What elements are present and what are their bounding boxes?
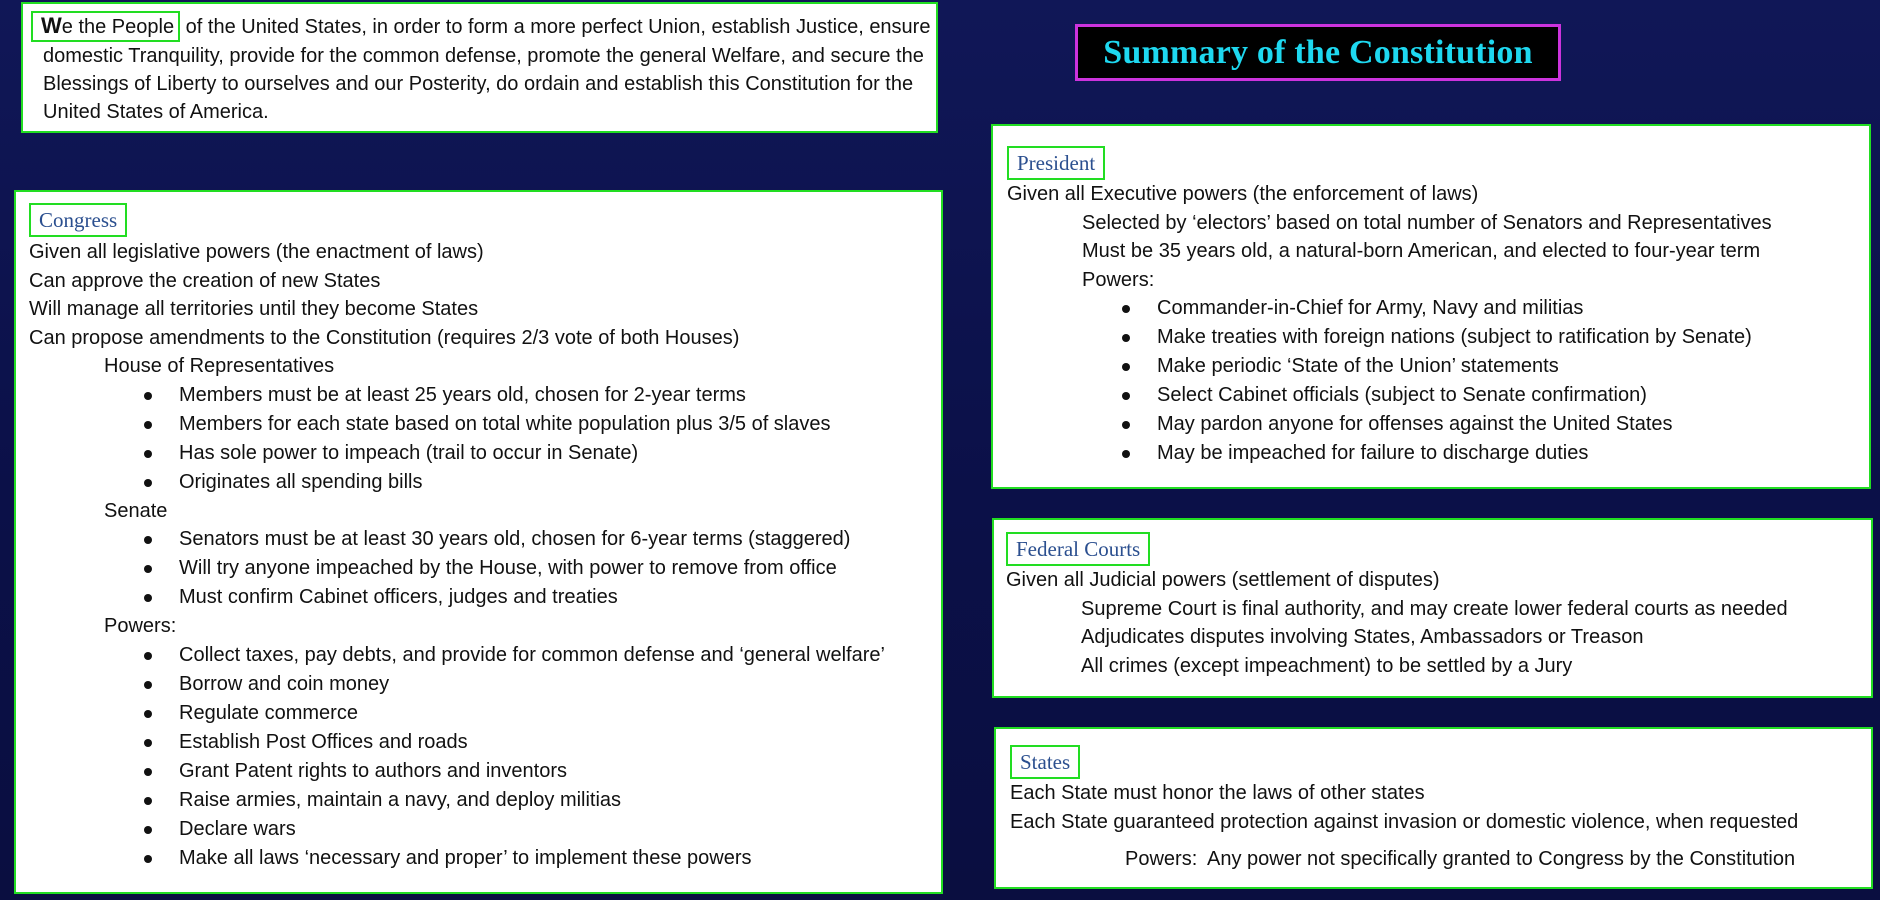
congress-line: Can approve the creation of new States xyxy=(29,269,381,292)
list-item: Declare wars xyxy=(29,815,941,844)
states-powers-line xyxy=(1010,845,1871,873)
congress-heading: Congress xyxy=(29,203,127,237)
congress-line: Will manage all territories until they become States xyxy=(29,298,479,320)
list-item: Has sole power to impeach (trail to occur in Senate) xyxy=(29,439,941,468)
list-item: Make periodic ‘State of the Union’ statements xyxy=(1007,352,1869,381)
congress-powers-label: Powers: xyxy=(104,615,177,637)
senate-label: Senate xyxy=(104,499,168,522)
page-title: Summary of the Constitution xyxy=(1103,33,1533,71)
preamble-body: of the United States, in order to form a more perfect Union, establish Justice, ensure domestic Tranquility, provide for the common defense, promote the general Welfare, and secure the Blessings of Liberty to ourselves and our Posterity, do ordain and establish this Constitution for the United States of America. xyxy=(43,16,931,123)
list-item: Make all laws ‘necessary and proper’ to implement these powers xyxy=(29,844,941,873)
list-item: Establish Post Offices and roads xyxy=(29,728,941,757)
congress-panel xyxy=(14,190,943,894)
courts-line: Given all Judicial powers (settlement of disputes) xyxy=(1006,569,1440,591)
list-item: Will try anyone impeached by the House, with power to remove from office xyxy=(29,554,941,583)
states-line: Each State must honor the laws of other states xyxy=(1010,782,1425,804)
list-item: Senators must be at least 30 years old, chosen for 6-year terms (staggered) xyxy=(29,525,941,554)
federal-courts-heading: Federal Courts xyxy=(1006,532,1150,566)
president-sub-line: Selected by ‘electors’ based on total number of Senators and Representatives xyxy=(1082,211,1772,234)
preamble-panel xyxy=(21,2,938,133)
congress-line: Given all legislative powers (the enactment of laws) xyxy=(29,241,484,263)
states-heading: States xyxy=(1010,745,1080,779)
we-the-people-box xyxy=(31,11,180,42)
preamble-lead-rest: e the People xyxy=(61,16,175,38)
list-item: Must confirm Cabinet officers, judges and treaties xyxy=(29,583,941,612)
list-item: Borrow and coin money xyxy=(29,670,941,699)
list-item: Select Cabinet officials (subject to Senate confirmation) xyxy=(1007,381,1869,410)
courts-sub-line: Adjudicates disputes involving States, Ambassadors or Treason xyxy=(1081,626,1644,648)
house-label: House of Representatives xyxy=(104,355,335,377)
courts-sub-line: Supreme Court is final authority, and may create lower federal courts as needed xyxy=(1081,597,1788,620)
preamble-text xyxy=(43,11,933,126)
states-line: Each State guaranteed protection against invasion or domestic violence, when requested xyxy=(1010,810,1799,833)
president-heading: President xyxy=(1007,146,1105,180)
page-title-box xyxy=(1075,24,1561,81)
preamble-lead-letter: W xyxy=(41,13,62,38)
president-line: Given all Executive powers (the enforcement of laws) xyxy=(1007,183,1479,205)
president-powers-list xyxy=(1007,294,1869,468)
president-sub-line: Must be 35 years old, a natural-born American, and elected to four-year term xyxy=(1082,240,1761,262)
list-item: Originates all spending bills xyxy=(29,468,941,497)
list-item: Raise armies, maintain a navy, and deploy militias xyxy=(29,786,941,815)
list-item: Members for each state based on total white population plus 3/5 of slaves xyxy=(29,410,941,439)
list-item: Make treaties with foreign nations (subject to ratification by Senate) xyxy=(1007,323,1869,352)
states-powers-label: Powers: xyxy=(1125,848,1198,870)
states-powers-text: Any power not specifically granted to Congress by the Constitution xyxy=(1207,848,1796,870)
list-item: Grant Patent rights to authors and inventors xyxy=(29,757,941,786)
list-item: Regulate commerce xyxy=(29,699,941,728)
congress-line: Can propose amendments to the Constitution (requires 2/3 vote of both Houses) xyxy=(29,326,740,349)
house-list xyxy=(29,381,941,497)
list-item: Commander-in-Chief for Army, Navy and militias xyxy=(1007,294,1869,323)
list-item: May be impeached for failure to discharge duties xyxy=(1007,439,1869,468)
federal-courts-panel xyxy=(992,518,1873,698)
president-panel xyxy=(991,124,1871,489)
senate-list xyxy=(29,525,941,612)
list-item: May pardon anyone for offenses against the United States xyxy=(1007,410,1869,439)
courts-sub-line: All crimes (except impeachment) to be settled by a Jury xyxy=(1081,654,1573,677)
congress-powers-list xyxy=(29,641,941,873)
list-item: Members must be at least 25 years old, chosen for 2-year terms xyxy=(29,381,941,410)
president-powers-label: Powers: xyxy=(1082,268,1155,291)
states-panel xyxy=(994,727,1873,889)
list-item: Collect taxes, pay debts, and provide for common defense and ‘general welfare’ xyxy=(29,641,941,670)
